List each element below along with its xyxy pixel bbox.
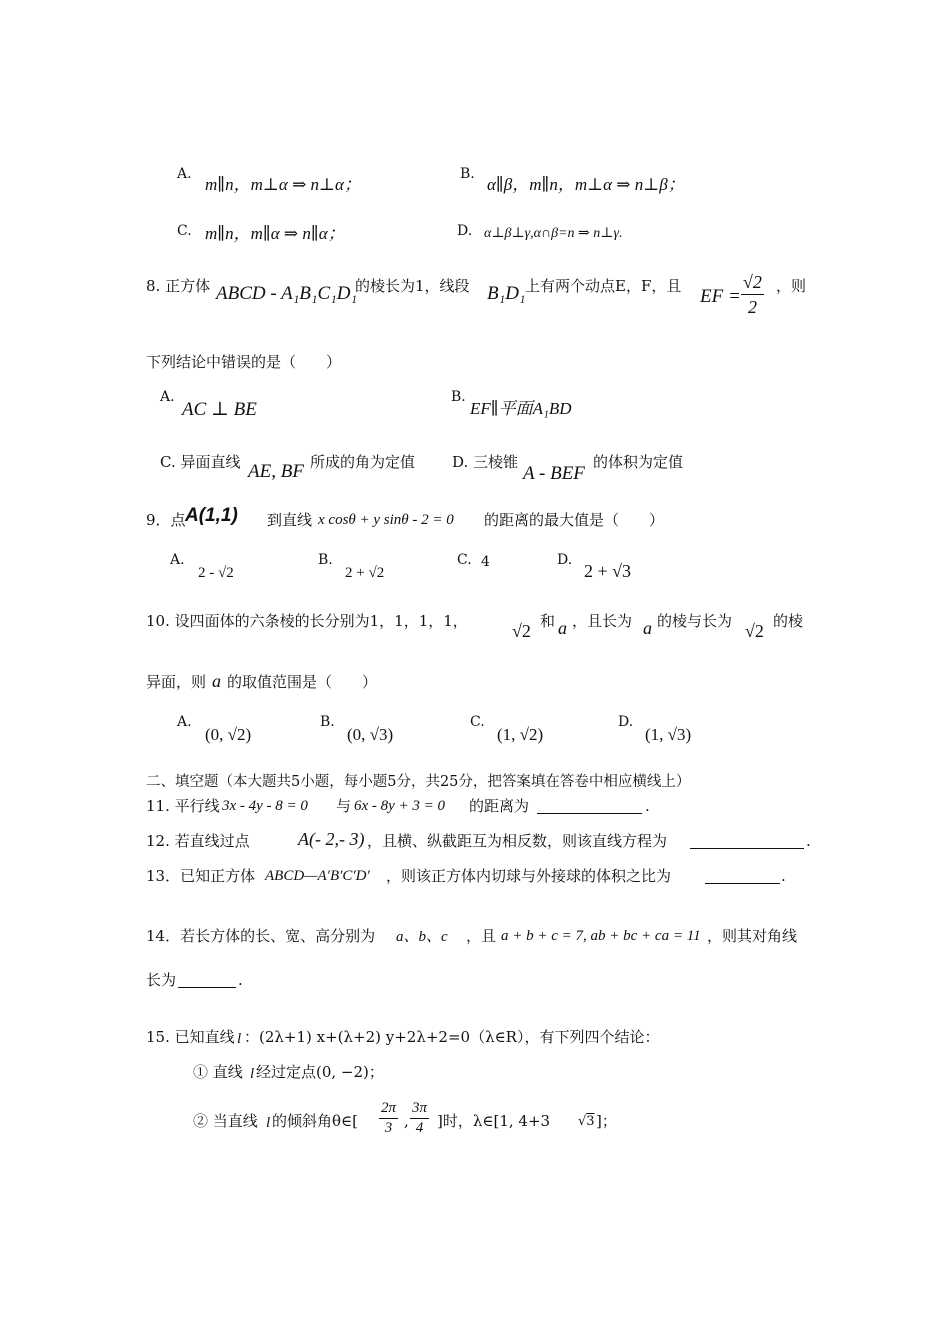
q11-line1: 3x - 4y - 8 = 0 [222, 798, 308, 814]
q8-mid1: 的棱长为1，线段 [355, 277, 470, 295]
q10-mid2: 的棱与长为 [657, 612, 733, 630]
q9-tail: 的距离的最大值是（ ） [484, 511, 665, 529]
q15-conclusion-1-l: l [250, 1066, 255, 1082]
q10-option-d: (1, √3) [645, 725, 692, 744]
q8-fraction-numerator: √2 [741, 270, 764, 295]
q10-option-b-label: B. [320, 714, 335, 730]
q13-cube: ABCD—A′B′C′D′ [265, 868, 370, 884]
q10-and: 和 [540, 612, 556, 630]
q15-fraction-1 [379, 1099, 398, 1138]
q14-answer-blank[interactable] [178, 970, 236, 988]
q7-option-b-label: B. [460, 166, 475, 182]
q10-option-a-label: A. [177, 714, 192, 730]
q10-a3: a [212, 671, 221, 691]
q8-option-b: EF∥平面A₁BD [470, 399, 572, 418]
q14-line2: 长为 [146, 971, 177, 989]
q13-tail: ，则该正方体内切球与外接球的体积之比为 [386, 867, 672, 885]
q10-option-c: (1, √2) [497, 725, 544, 744]
q7-option-a-label: A. [177, 166, 192, 182]
q15-comma: , [404, 1112, 409, 1130]
q9-option-a: 2 - √2 [198, 565, 234, 581]
q15-conclusion-1-prefix: ① 直线 [193, 1063, 243, 1081]
q7-option-c-label: C. [177, 223, 192, 239]
q10-line2-prefix: 异面，则 [146, 673, 207, 691]
q9-option-a-label: A. [170, 552, 185, 568]
q13-lead: 13．已知正方体 [146, 867, 256, 885]
q7-option-c: m∥n，m∥α ⇒ n∥α； [205, 224, 345, 243]
q14-end: . [238, 971, 243, 989]
q10-mid: ，且长为 [572, 612, 633, 630]
q8-segment: B₁D₁ [487, 283, 526, 304]
q11-line2: 6x - 8y + 3 = 0 [354, 798, 446, 814]
q8-option-c-tail: 所成的角为定值 [310, 453, 416, 471]
q8-option-c-math: AE, BF [248, 461, 304, 482]
q9-lead: 9．点 [146, 511, 186, 529]
q8-option-a-label: A. [160, 389, 175, 405]
q10-option-c-label: C. [470, 714, 485, 730]
q9-option-d: 2 + √3 [584, 561, 632, 581]
q9-option-c: 4 [481, 554, 490, 570]
q15-fraction-2-denominator: 4 [415, 1120, 424, 1136]
q8-mid2: 上有两个动点E，F，且 [525, 277, 682, 295]
q10-option-b: (0, √3) [347, 725, 394, 744]
q9-option-b: 2 + √2 [345, 565, 385, 581]
q7-option-d-label: D. [457, 223, 473, 239]
q10-a: a [558, 618, 567, 638]
q10-option-d-label: D. [618, 714, 634, 730]
q8-fraction-denominator: 2 [747, 297, 757, 317]
q9-option-d-label: D. [557, 552, 573, 568]
q15-sqrt-3-radicand: 3 [586, 1114, 595, 1129]
q15-lead: 15. 已知直线 [146, 1028, 235, 1046]
q11-tail: 的距离为 [469, 797, 530, 815]
q14-mid: ，且 [466, 927, 497, 945]
q7-option-b: α∥β，m∥n，m⊥α ⇒ n⊥β； [487, 175, 685, 194]
q10-option-a: (0, √2) [205, 725, 252, 744]
q7-option-a: m∥n，m⊥α ⇒ n⊥α； [205, 175, 361, 194]
q8-lead: 8. 正方体 [146, 277, 211, 295]
q8-tail: ，则 [776, 277, 807, 295]
q11-answer-blank[interactable] [537, 796, 642, 814]
q15-conclusion-2-prefix: ② 当直线 [193, 1112, 258, 1130]
q8-cube: ABCD - A₁B₁C₁D₁ [216, 283, 358, 304]
q10-lead: 10. 设四面体的六条棱的长分别为1，1，1，1， [146, 612, 468, 630]
q12-point: A(- 2,- 3) [298, 829, 365, 849]
q13-answer-blank[interactable] [705, 866, 780, 884]
section-2-heading: 二、填空题（本大题共5小题，每小题5分，共25分，把答案填在答卷中相应横线上） [146, 774, 691, 790]
q8-option-d-prefix: D. 三棱锥 [452, 453, 519, 471]
q10-sqrt2-b: √2 [745, 621, 764, 641]
q8-question: 下列结论中错误的是（ ） [146, 353, 342, 371]
q14-tail: ，则其对角线 [707, 927, 798, 945]
q9-option-b-label: B. [318, 552, 333, 568]
q11-end: . [645, 797, 650, 815]
q8-option-b-label: B. [451, 389, 466, 405]
q10-sqrt2-a: √2 [512, 621, 531, 641]
q10-line2-tail: 的取值范围是（ ） [227, 673, 378, 691]
q15-conclusion-2-angle: 的倾斜角θ∈[ [272, 1112, 358, 1130]
q15-fraction-1-denominator: 3 [384, 1120, 393, 1136]
q11-mid: 与 [336, 797, 352, 815]
q9-option-c-label: C. [457, 552, 472, 568]
q8-option-c-prefix: C. 异面直线 [160, 453, 241, 471]
q14-condition: a + b + c = 7, ab + bc + ca = 11 [501, 928, 701, 944]
q8-option-d-tail: 的体积为定值 [593, 453, 684, 471]
q15-equation: ：(2λ+1) x+(λ+2) y+2λ+2=0（λ∈R），有下列四个结论： [244, 1028, 660, 1046]
q9-mid: 到直线 [267, 511, 313, 529]
q15-fraction-1-numerator: 2π [379, 1099, 398, 1119]
q15-conclusion-2-lambda: ]时，λ∈[1, 4+3 [437, 1112, 551, 1130]
q15-l: l [237, 1031, 242, 1047]
q15-sqrt-3: √3 [578, 1114, 595, 1129]
q15-fraction-2-numerator: 3π [410, 1099, 429, 1119]
q8-option-d-math: A - BEF [523, 463, 585, 484]
q14-lead: 14．若长方体的长、宽、高分别为 [146, 927, 376, 945]
q10-a2: a [643, 618, 652, 638]
q10-tail: 的棱 [773, 612, 804, 630]
q13-end: . [781, 867, 786, 885]
q8-ef: EF = [700, 286, 741, 307]
q14-vars: a、b、c [396, 929, 448, 945]
q7-option-d: α⊥β⊥γ,α∩β=n ⇒ n⊥γ. [484, 226, 623, 241]
q12-end: . [806, 832, 811, 850]
q8-option-a: AC ⊥ BE [182, 399, 257, 420]
q15-conclusion-2-end: ]； [596, 1112, 617, 1130]
q12-tail: ，且横、纵截距互为相反数，则该直线方程为 [367, 832, 668, 850]
q12-lead: 12. 若直线过点 [146, 832, 250, 850]
q12-answer-blank[interactable] [690, 831, 804, 849]
q15-fraction-2 [410, 1099, 429, 1138]
q9-line-equation: x cosθ + y sinθ - 2 = 0 [318, 512, 454, 528]
q9-point: A(1,1) [185, 505, 238, 526]
q8-fraction [741, 270, 764, 319]
q15-conclusion-1-tail: 经过定点(0, −2)； [256, 1063, 384, 1081]
q15-conclusion-2-l: l [266, 1115, 271, 1131]
q11-lead: 11. 平行线 [146, 797, 220, 815]
